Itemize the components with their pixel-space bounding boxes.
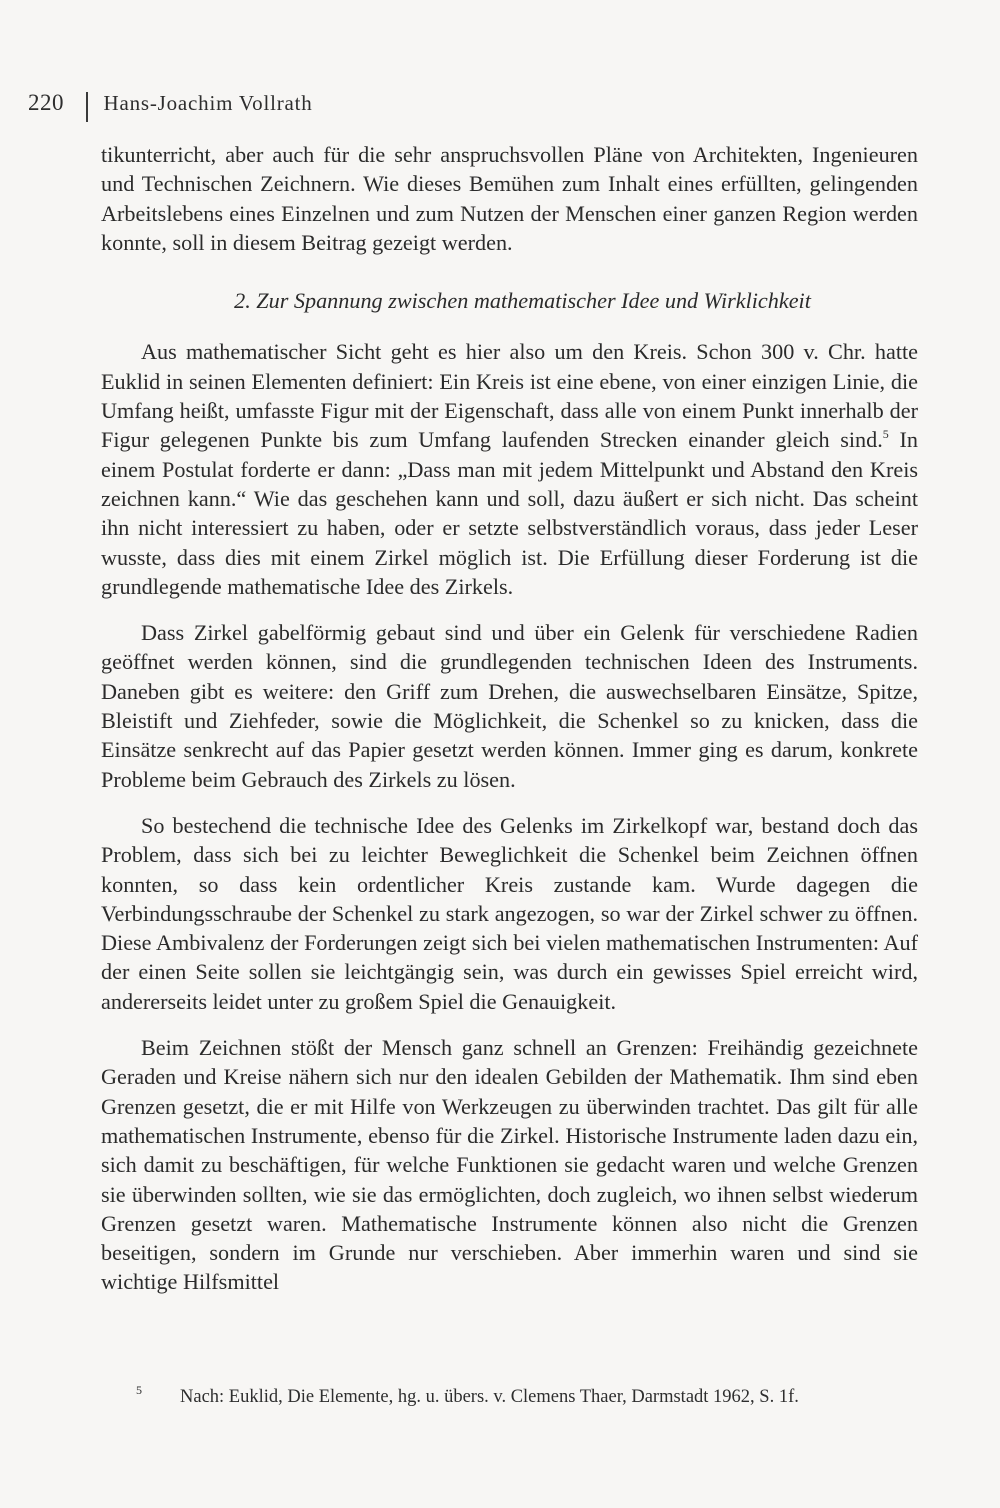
header-divider <box>86 92 88 122</box>
section-heading: 2. Zur Spannung zwischen mathematischer Idee und Wirklichkeit <box>234 288 811 314</box>
page-number: 220 <box>28 90 64 115</box>
footnote: 5 Nach: Euklid, Die Elemente, hg. u. übers. v. Clemens Thaer, Darmstadt 1962, S. 1f. <box>136 1383 799 1407</box>
paragraph-3: Dass Zirkel gabelförmig gebaut sind und über ein Gelenk für verschiedene Radien geöffnet werden können, sind die grundlegenden technischen Ideen des Instruments. Daneben gibt es weitere: den Griff zum Drehen, die auswechselbaren Einsätze, Spitze, Bleistift und Ziehfeder, sowie die Möglichkeit, die Schenkel so zu knicken, dass die Einsätze senkrecht auf das Papier gesetzt werden können. Immer ging es darum, konkrete Probleme beim Gebrauch des Zirkels zu lösen. <box>101 620 918 792</box>
paragraph-1: tikunterricht, aber auch für die sehr anspruchsvollen Pläne von Architekten, Ingenieuren und Technischen Zeichnern. Wie dieses Bemühen zum Inhalt eines erfüllten, gelingenden Arbeitslebens eines Einzelnen und zum Nutzen der Menschen einer ganzen Region werden konnte, soll in diesem Beitrag gezeigt werden. <box>101 142 918 255</box>
paragraph-2 <box>101 337 918 601</box>
running-head <box>28 88 313 118</box>
paragraph-2-part-b: In einem Postulat forderte er dann: „Dass man mit jedem Mittelpunkt und Abstand den Kreis zeichnen kann.“ Wie das geschehen kann und soll, dazu äußert er sich nicht. Das scheint ihn nicht interessiert zu haben, oder er setzte selbstverständlich voraus, dass jeder Leser wusste, dass dies mit einem Zirkel möglich ist. Die Erfüllung dieser Forderung ist die grundlegende mathematische Idee des Zirkels. <box>101 427 918 599</box>
footnote-reference: 5 <box>882 427 889 442</box>
header-author: Hans-Joachim Vollrath <box>103 90 313 115</box>
paragraph-2-part-a: Aus mathematischer Sicht geht es hier also um den Kreis. Schon 300 v. Chr. hatte Euklid in seinen Elementen definiert: Ein Kreis ist eine ebene, von einer einzigen Linie, die Umfang heißt, umfasste Figur mit der Eigenschaft, dass alle von einem Punkt innerhalb der Figur gelegenen Punkte bis zum Umfang laufenden Strecken einander gleich sind. <box>101 339 918 453</box>
paragraph-4: So bestechend die technische Idee des Gelenks im Zirkelkopf war, bestand doch das Problem, dass sich bei zu leichter Beweglichkeit die Schenkel beim Zeichnen öffnen konnten, so dass kein ordentlicher Kreis zustande kam. Wurde dagegen die Verbindungsschraube der Schenkel zu stark angezogen, so war der Zirkel schwer zu öffnen. Diese Ambivalenz der Forderungen zeigt sich bei vielen mathematischen Instrumenten: Auf der einen Seite sollen sie leichtgängig sein, was durch ein gewisses Spiel erreicht wird, andererseits leidet unter zu großem Spiel die Genauigkeit. <box>101 812 918 1014</box>
footnote-text: Nach: Euklid, Die Elemente, hg. u. übers. v. Clemens Thaer, Darmstadt 1962, S. 1f. <box>180 1387 799 1407</box>
body-text <box>101 140 918 1297</box>
paragraph-5: Beim Zeichnen stößt der Mensch ganz schnell an Grenzen: Freihändig gezeichnete Geraden und Kreise nähern sich nur den idealen Gebilden der Mathematik. Ihm sind eben Grenzen gesetzt, die er mit Hilfe von Werkzeugen zu überwinden trachtet. Das gilt für alle mathematischen Instrumente, ebenso für die Zirkel. Historische Instrumente laden dazu ein, sich damit zu beschäftigen, für welche Funktionen sie gedacht waren und welche Grenzen sie überwinden sollten, wie sie das ermöglichten, doch zugleich, wo ihnen selbst wiederum Grenzen gesetzt waren. Mathematische Instrumente können also nicht die Grenzen beseitigen, sondern im Grunde nur verschieben. Aber immerhin waren und sind sie wichtige Hilfsmittel <box>101 1035 918 1295</box>
